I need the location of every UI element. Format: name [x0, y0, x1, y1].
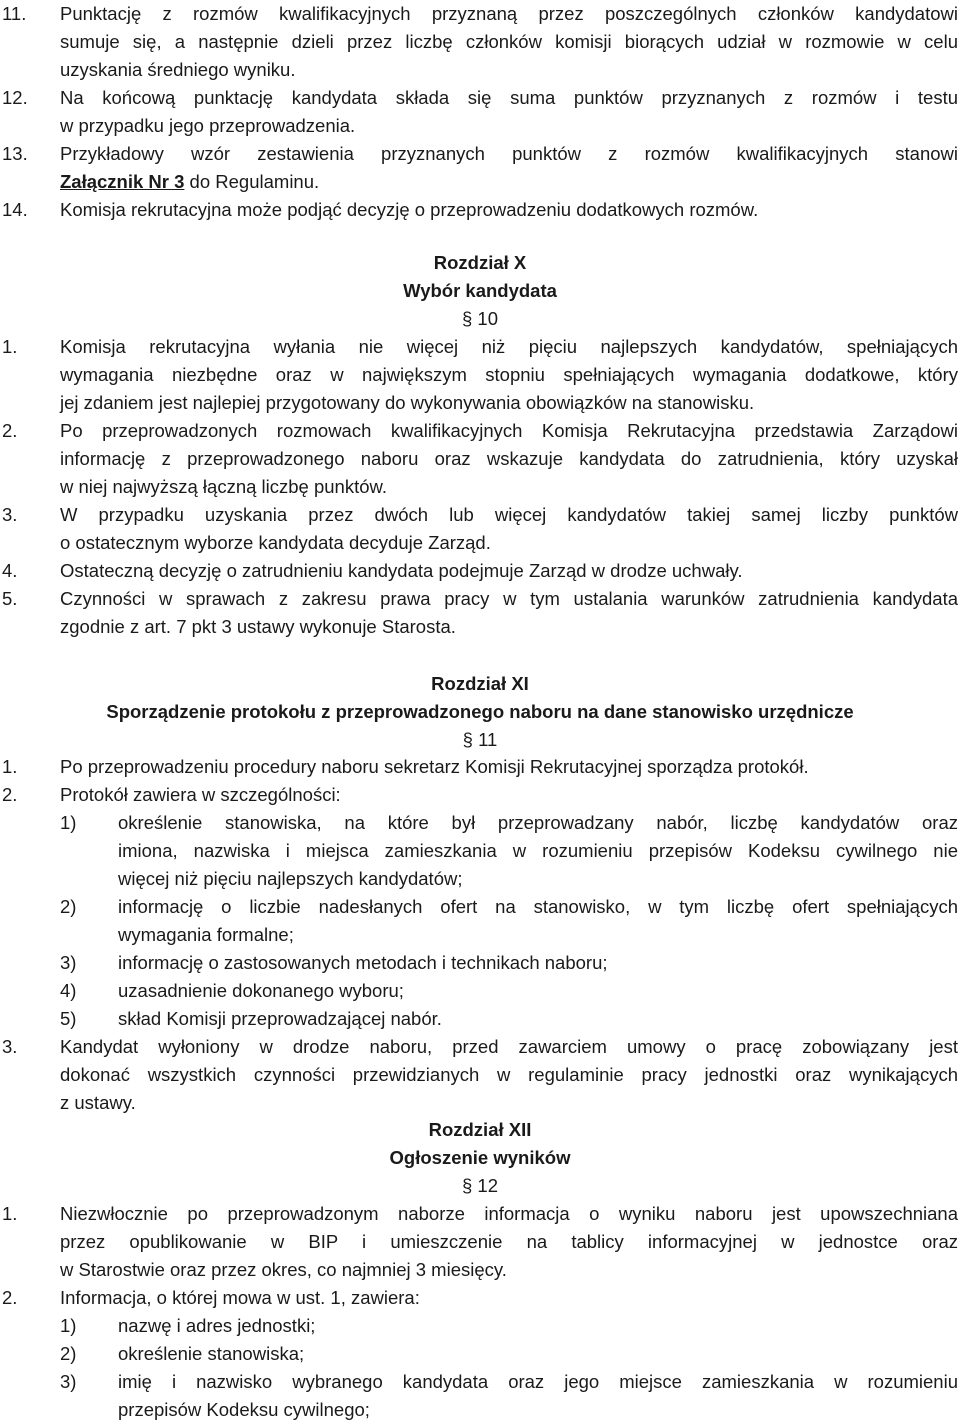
chapter-heading: Rozdział XII: [428, 1119, 532, 1140]
paragraph-number: § 11: [462, 729, 498, 750]
list-item-text: w niej najwyższą łączną liczbę punktów.: [60, 476, 387, 497]
sub-item-text: skład Komisji przeprowadzającej nabór.: [118, 1008, 442, 1029]
sub-item-text: określenie stanowiska;: [118, 1343, 305, 1364]
list-item-text: Kandydat wyłoniony w drodze naboru, przed zawarciem umowy o pracę zobowiązany jest: [60, 1036, 958, 1057]
paragraph-number: § 12: [461, 1175, 498, 1196]
list-item-text: z ustawy.: [60, 1092, 136, 1113]
chapter-heading: Rozdział XI: [431, 673, 529, 694]
list-item-text: Czynności w sprawach z zakresu prawa pracy w tym ustalania warunków zatrudnienia kandydata: [60, 588, 958, 609]
sub-item-number: 2): [60, 896, 77, 917]
list-item-text-rest: do Regulaminu.: [184, 171, 320, 192]
list-item-text: Komisja rekrutacyjna wyłania nie więcej niż pięciu najlepszych kandydatów, spełniających: [60, 336, 958, 357]
list-item-text: zgodnie z art. 7 pkt 3 ustawy wykonuje Starosta.: [60, 616, 456, 637]
list-item-number: 12.: [2, 87, 28, 108]
sub-item-text: nazwę i adres jednostki;: [118, 1315, 316, 1336]
list-item-text: Przykładowy wzór zestawienia przyznanych punktów z rozmów kwalifikacyjnych stanowi: [60, 143, 958, 164]
list-item-text: Punktację z rozmów kwalifikacyjnych przyznaną przez poszczególnych członków kandydatowi: [60, 3, 958, 24]
list-item-text: Komisja rekrutacyjna może podjąć decyzję o przeprowadzeniu dodatkowych rozmów.: [60, 199, 759, 220]
list-item-number: 11.: [2, 3, 27, 24]
list-item-text: Ostateczną decyzję o zatrudnieniu kandydata podejmuje Zarząd w drodze uchwały.: [60, 560, 743, 581]
list-item-number: 4.: [2, 560, 18, 581]
sub-item-text: informację o liczbie nadesłanych ofert na stanowisko, w tym liczbę ofert spełniających: [118, 896, 958, 917]
list-item-number: 1.: [2, 336, 18, 357]
list-item-number: 2.: [2, 420, 18, 441]
list-item-text: [60, 168, 319, 196]
sub-item-number: 2): [60, 1343, 77, 1364]
list-item-text: jej zdaniem jest najlepiej przygotowany do wykonywania obowiązków na stanowisku.: [60, 392, 755, 413]
sub-item-text: wymagania formalne;: [118, 924, 294, 945]
list-item-number: 2.: [2, 1287, 18, 1308]
chapter-heading: Rozdział X: [433, 252, 527, 273]
list-item-number: 2.: [2, 784, 18, 805]
sub-item-number: 5): [60, 1008, 77, 1029]
list-item-text: o ostatecznym wyborze kandydata decyduje Zarząd.: [60, 532, 491, 553]
list-item-text: dokonać wszystkich czynności przewidzianych w regulaminie pracy jednostki oraz wynikających: [60, 1064, 958, 1085]
list-item-text: sumuje się, a następnie dzieli przez liczbę członków komisji biorących udział w rozmowie w celu: [60, 31, 958, 52]
list-item-number: 1.: [2, 756, 18, 777]
paragraph-number: § 10: [461, 308, 498, 329]
list-item-text: wymagania niezbędne oraz w największym stopniu spełniających wymagania dodatkowe, który: [60, 364, 958, 385]
sub-item-text: informację o zastosowanych metodach i technikach naboru;: [118, 952, 608, 973]
list-item-number: 1.: [2, 1203, 18, 1224]
chapter-title: Wybór kandydata: [403, 280, 557, 301]
list-item-text: Protokół zawiera w szczególności:: [60, 784, 341, 805]
sub-item-text: przepisów Kodeksu cywilnego;: [118, 1399, 370, 1420]
list-item-text: informację z przeprowadzonego naboru oraz wskazuje kandydata do zatrudnienia, który uzyskał: [60, 448, 958, 469]
list-item-text: Po przeprowadzeniu procedury naboru sekretarz Komisji Rekrutacyjnej sporządza protokół.: [60, 756, 809, 777]
list-item-text: uzyskania średniego wyniku.: [60, 59, 296, 80]
sub-item-number: 3): [60, 952, 77, 973]
sub-item-text: określenie stanowiska, na które był przeprowadzany nabór, liczbę kandydatów oraz: [118, 812, 958, 833]
list-item-text: w przypadku jego przeprowadzenia.: [60, 115, 356, 136]
chapter-title: Sporządzenie protokołu z przeprowadzonego naboru na dane stanowisko urzędnicze: [106, 701, 854, 722]
list-item-text: Informacja, o której mowa w ust. 1, zawiera:: [60, 1287, 420, 1308]
list-item-text: W przypadku uzyskania przez dwóch lub więcej kandydatów takiej samej liczby punktów: [60, 504, 958, 525]
list-item-text: Niezwłocznie po przeprowadzonym naborze informacja o wyniku naboru jest upowszechniana: [60, 1203, 958, 1224]
list-item-number: 13.: [2, 143, 28, 164]
list-item-text: w Starostwie oraz przez okres, co najmniej 3 miesięcy.: [60, 1259, 507, 1280]
sub-item-text: imiona, nazwiska i miejsca zamieszkania w rozumieniu przepisów Kodeksu cywilnego nie: [118, 840, 958, 861]
attachment-reference-link: Załącznik Nr 3: [60, 171, 185, 192]
sub-item-number: 4): [60, 980, 77, 1001]
list-item-text: przez opublikowanie w BIP i umieszczenie na tablicy informacyjnej w jednostce oraz: [60, 1231, 958, 1252]
sub-item-number: 1): [60, 812, 77, 833]
chapter-title: Ogłoszenie wyników: [389, 1147, 571, 1168]
sub-item-text: imię i nazwisko wybranego kandydata oraz jego miejsce zamieszkania w rozumieniu: [118, 1371, 958, 1392]
sub-item-number: 3): [60, 1371, 77, 1392]
list-item-number: 3.: [2, 1036, 18, 1057]
list-item-text: Po przeprowadzonych rozmowach kwalifikacyjnych Komisja Rekrutacyjna przedstawia Zarządowi: [60, 420, 958, 441]
list-item-number: 5.: [2, 588, 18, 609]
list-item-text: Na końcową punktację kandydata składa się suma punktów przyznanych z rozmów i testu: [60, 87, 958, 108]
list-item-number: 3.: [2, 504, 18, 525]
sub-item-text: więcej niż pięciu najlepszych kandydatów;: [118, 868, 463, 889]
sub-item-number: 1): [60, 1315, 77, 1336]
list-item-number: 14.: [2, 199, 28, 220]
sub-item-text: uzasadnienie dokonanego wyboru;: [118, 980, 404, 1001]
